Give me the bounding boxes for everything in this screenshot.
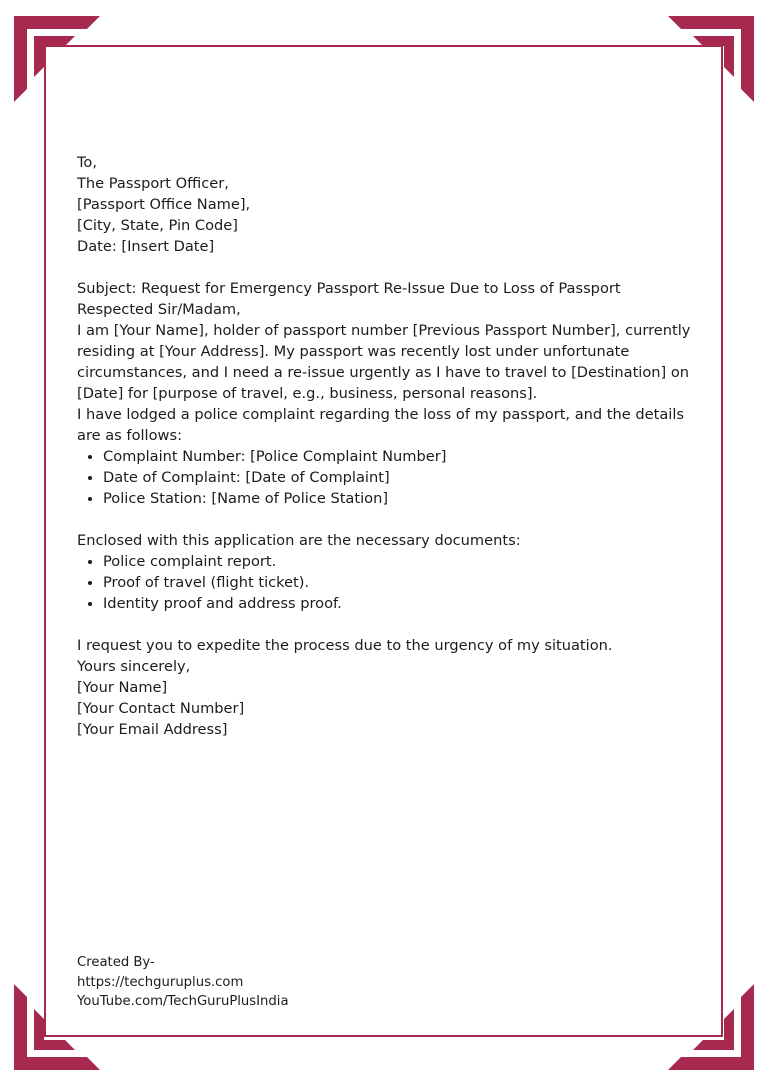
letter-body xyxy=(77,152,707,740)
list-item: • Date of Complaint: [Date of Complaint] xyxy=(103,467,707,488)
recipient-address xyxy=(77,152,707,257)
corner-ornament-icon xyxy=(664,16,754,106)
salutation: Respected Sir/Madam, xyxy=(77,301,241,318)
list-item: • Identity proof and address proof. xyxy=(103,593,707,614)
corner-ornament-icon xyxy=(14,16,104,106)
list-item: • Police complaint report. xyxy=(103,551,707,572)
closing-line: Yours sincerely, xyxy=(77,658,191,675)
address-line: To, xyxy=(77,154,98,171)
sender-email: [Your Email Address] xyxy=(77,721,228,738)
documents-list xyxy=(77,551,707,614)
body-paragraph-complaint: I have lodged a police complaint regarding the loss of my passport, and the details are as follows: xyxy=(77,406,685,444)
corner-ornament-icon xyxy=(664,980,754,1070)
sender-name: [Your Name] xyxy=(77,679,168,696)
letter-date: Date: [Insert Date] xyxy=(77,238,215,255)
footer-website-link[interactable]: https://techguruplus.com xyxy=(77,974,244,990)
address-line: [City, State, Pin Code] xyxy=(77,217,238,234)
body-paragraph-request: I request you to expedite the process due to the urgency of my situation. xyxy=(77,637,613,654)
closing-signature xyxy=(77,656,707,740)
address-line: The Passport Officer, xyxy=(77,175,229,192)
list-item: • Police Station: [Name of Police Station] xyxy=(103,488,707,509)
footer-youtube-link[interactable]: YouTube.com/TechGuruPlusIndia xyxy=(77,994,289,1009)
footer-label: Created By- xyxy=(77,955,155,970)
list-item: • Proof of travel (flight ticket). xyxy=(103,572,707,593)
body-paragraph-intro: I am [Your Name], holder of passport number [Previous Passport Number], currently residing at [Your Address]. My passport was recently lost under unfortunate circumstances, and I need a re-issue urgently as I have to travel to [Destination] on [Date] for [purpose of travel, e.g., business, personal reasons]. xyxy=(77,322,691,402)
complaint-details-list xyxy=(77,446,707,509)
list-item: • Complaint Number: [Police Complaint Number] xyxy=(103,446,707,467)
credits-footer xyxy=(77,953,289,1012)
body-paragraph-enclosures: Enclosed with this application are the necessary documents: xyxy=(77,532,521,549)
address-line: [Passport Office Name], xyxy=(77,196,251,213)
sender-contact: [Your Contact Number] xyxy=(77,700,245,717)
subject-line: Subject: Request for Emergency Passport Re-Issue Due to Loss of Passport xyxy=(77,280,621,297)
